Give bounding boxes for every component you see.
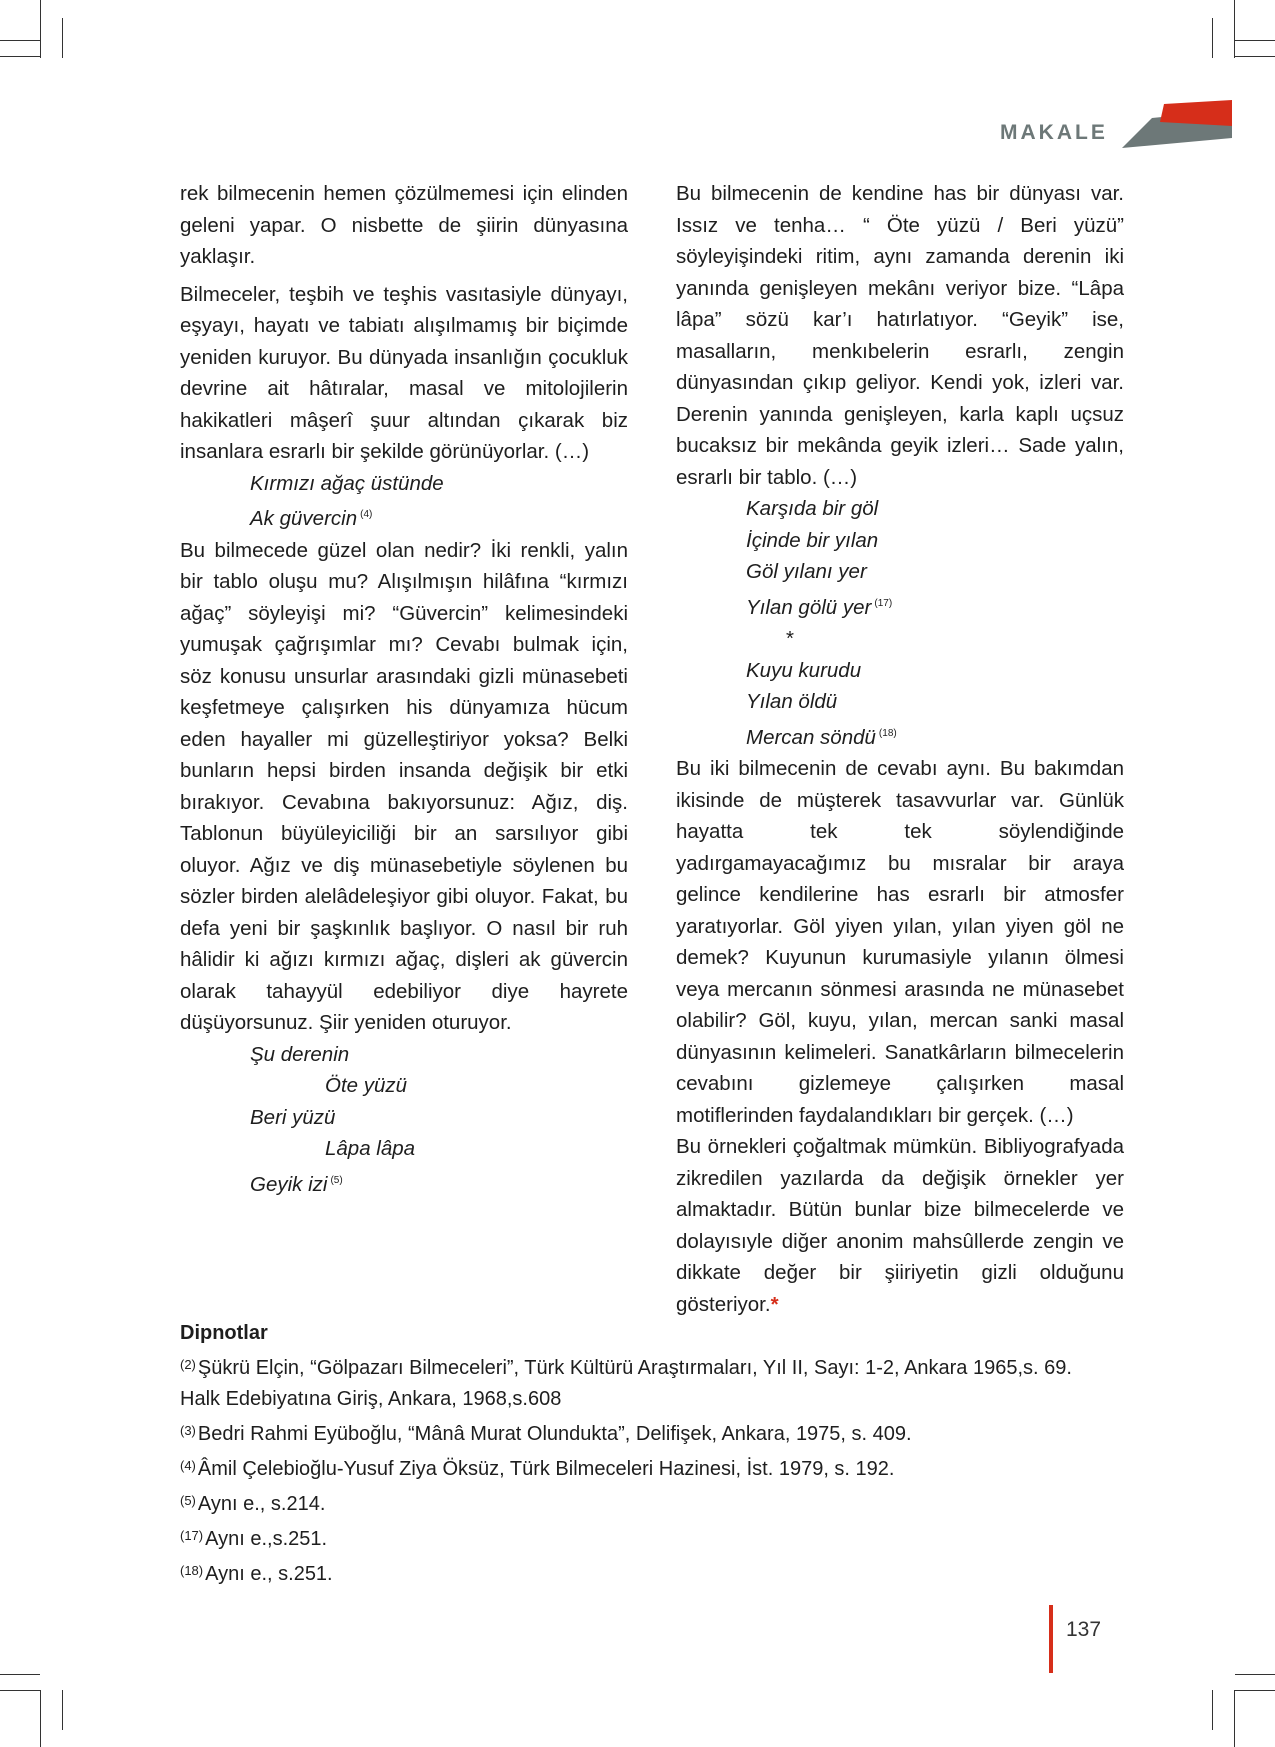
verse-line: Göl yılanı yer — [746, 560, 867, 583]
verse-separator: * — [786, 627, 794, 650]
crop-mark — [62, 18, 63, 58]
footnotes — [180, 1318, 1160, 1590]
riddle-verse — [676, 493, 1124, 753]
footnote-item: $^{(2)}$ Şükrü Elçin, “Gölpazarı Bilmeceleri”, Türk Kültürü Araştırmaları, Yıl II, Sayı: 1-2, Ankara 1965,s. 69. — [180, 1357, 1072, 1379]
verse-line: Kırmızı ağaç üstünde — [250, 471, 444, 495]
verse-line: İçinde bir yılan — [746, 528, 879, 552]
paragraph: Bilmeceler, teşbih ve teşhis vasıtasiyle dünyayı, eşyayı, hayatı ve tabiatı alışılmamış bir biçimde yeniden kuruyor. Bu dünyada insanlığın çocukluk devrine ait hâtıralar, masal ve mitolojilerin hakikatleri mâşerî şuur altından çıkarak biz insanlara esrarlı bir şekilde görünüyorlar. (…) — [180, 282, 628, 463]
crop-mark — [0, 1674, 40, 1675]
paragraph: Bu bilmecenin de kendine has bir dünyası var. Issız ve tenha… “ Öte yüzü / Beri yüzü” söyleyişindeki ritim, aynı zamanda derenin iki yanında genişleyen mekânı veriyor bize. “Lâpa lâpa” sözü kar’ı hatırlatıyor. “Geyik” ise, masalların, menkıbelerin esrarlı, zengin dünyasından çıkıp geliyor. Kendi yok, izleri var. Derenin yanında genişleyen, karla kaplı uçsuz bucaksız bir mekânda geyik izleri… Sade yalın, esrarlı bir tablo. (…) — [676, 182, 1124, 489]
footnotes-title: Dipnotlar — [180, 1322, 268, 1344]
verse-line: Geyik izi $^{(5)}$ — [250, 1172, 343, 1196]
right-column — [676, 178, 1124, 1320]
crop-mark — [62, 1690, 63, 1730]
footnote-ref: (4) — [360, 509, 373, 520]
crop-mark — [1235, 56, 1275, 57]
crop-mark — [0, 1690, 40, 1691]
page-number-bar — [1049, 1605, 1053, 1673]
paragraph: Bu iki bilmecenin de cevabı aynı. Bu bakımdan ikisinde de müşterek tasavvurlar var. Günlük hayatta tek tek söylendiğinde yadırgamayacağımız bu mısralar bir araya gelince kendilerine has esrarlı bir atmosfer yaratıyorlar. Göl yiyen yılan, yılan yiyen göl ne demek? Kuyunun kurumasiyle yılanın ölmesi veya mercanın sönmesi arasında ne münasebet olabilir? Göl, kuyu, yılan, mercan sanki masal dünyasının kelimeleri. Sanatkârların bilmecelerin cevabını gizlemeye çalışırken masal motiflerinden faydalandıkları bir gerçek. (…) — [676, 757, 1124, 1127]
verse-line: Karşıda bir göl — [746, 497, 879, 520]
page-number: 137 — [1066, 1618, 1102, 1641]
verse-line: Öte yüzü — [325, 1074, 408, 1097]
paragraph: rek bilmecenin hemen çözülmemesi için elinden geleni yapar. O nisbette de şiirin dünyasına yaklaşır. — [180, 182, 628, 268]
footnote-ref: (18) — [878, 727, 897, 739]
verse-line: Şu derenin — [250, 1042, 350, 1066]
crop-mark — [1235, 1690, 1275, 1691]
crop-mark — [0, 56, 40, 57]
section-tab-graphic — [1122, 100, 1232, 150]
footnote-item: $^{(3)}$ Bedri Rahmi Eyüboğlu, “Mânâ Murat Olundukta”, Delifişek, Ankara, 1975, s. 409. — [180, 1423, 912, 1445]
crop-mark — [1234, 1690, 1235, 1747]
verse-line: Ak güvercin $^{(4)}$ — [250, 507, 373, 530]
crop-mark — [1212, 18, 1213, 58]
footnote-item: $^{(17)}$ Aynı e.,s.251. — [180, 1528, 328, 1550]
verse-line: Mercan söndü $^{(18)}$ — [746, 725, 897, 749]
crop-mark — [1234, 0, 1235, 58]
paragraph: Bu bilmecede güzel olan nedir? İki renkli, yalın bir tablo oluşu mu? Alışılmışın hilâfına “kırmızı ağaç” söyleyişi mi? “Güvercin” kelimesindeki yumuşak çağrışımlar mı? Cevabı bulmak için, söz konusu unsurlar arasındaki gizli münasebeti keşfetmeye çalışırken his dünyamıza hücum eden hayaller mi güzelleştiriyor yoksa? Belki bunların hepsi birden insanda değişik bir etki bırakıyor. Cevabına bakıyorsunuz: Ağız, diş. Tablonun büyüleyiciliği bir an sarsılıyor gibi oluyor. Ağız ve diş münasebetiyle söylenen bu sözler birden alelâdeleşiyor gibi oluyor. Fakat, bu defa yeni bir şaşkınlık başlıyor. O nasıl bir ruh hâlidir ki ağızı kırmızı ağaç, dişleri ak güvercin olarak tahayyül edebiliyor diye hayrete düşüyorsunuz. Şiir yeniden oturuyor. — [180, 538, 628, 1034]
footnote-item: $^{(18)}$ Aynı e., s.251. — [180, 1563, 333, 1585]
end-mark: * — [770, 1292, 779, 1316]
crop-mark — [40, 0, 41, 58]
crop-mark — [0, 40, 40, 41]
crop-mark — [40, 1690, 41, 1747]
paragraph: Bu örnekleri çoğaltmak mümkün. Bibliyografyada zikredilen yazılarda da değişik örnekler yer almaktadır. Bütün bunlar bize bilmecelerde ve dolayısıyle diğer anonim mahsûllerde zengin ve dikkate değer bir şiiriyetin gizli olduğunu gösteriyor.* — [676, 1135, 1124, 1316]
left-column — [180, 178, 628, 1200]
verse-line: Lâpa lâpa — [325, 1137, 416, 1160]
crop-mark — [1235, 40, 1275, 41]
crop-mark — [1212, 1690, 1213, 1730]
footnote-ref: (5) — [330, 1174, 343, 1186]
footnote-item: $^{(4)}$ Âmil Çelebioğlu-Yusuf Ziya Öksüz, Türk Bilmeceleri Hazinesi, İst. 1979, s. 192. — [180, 1458, 895, 1480]
verse-line: Beri yüzü — [250, 1105, 336, 1129]
footnote-item: $^{(5)}$ Aynı e., s.214. — [180, 1493, 326, 1515]
verse-line: Yılan gölü yer $^{(17)}$ — [746, 595, 893, 619]
riddle-verse — [180, 1039, 628, 1201]
footnote-ref: (17) — [874, 597, 893, 609]
verse-line: Yılan öldü — [746, 690, 838, 713]
riddle-verse — [180, 468, 628, 535]
crop-mark — [1235, 1674, 1275, 1675]
section-label: MAKALE — [1000, 121, 1108, 144]
verse-line: Kuyu kurudu — [746, 658, 862, 682]
footnote-item: Halk Edebiyatına Giriş, Ankara, 1968,s.608 — [180, 1388, 562, 1410]
